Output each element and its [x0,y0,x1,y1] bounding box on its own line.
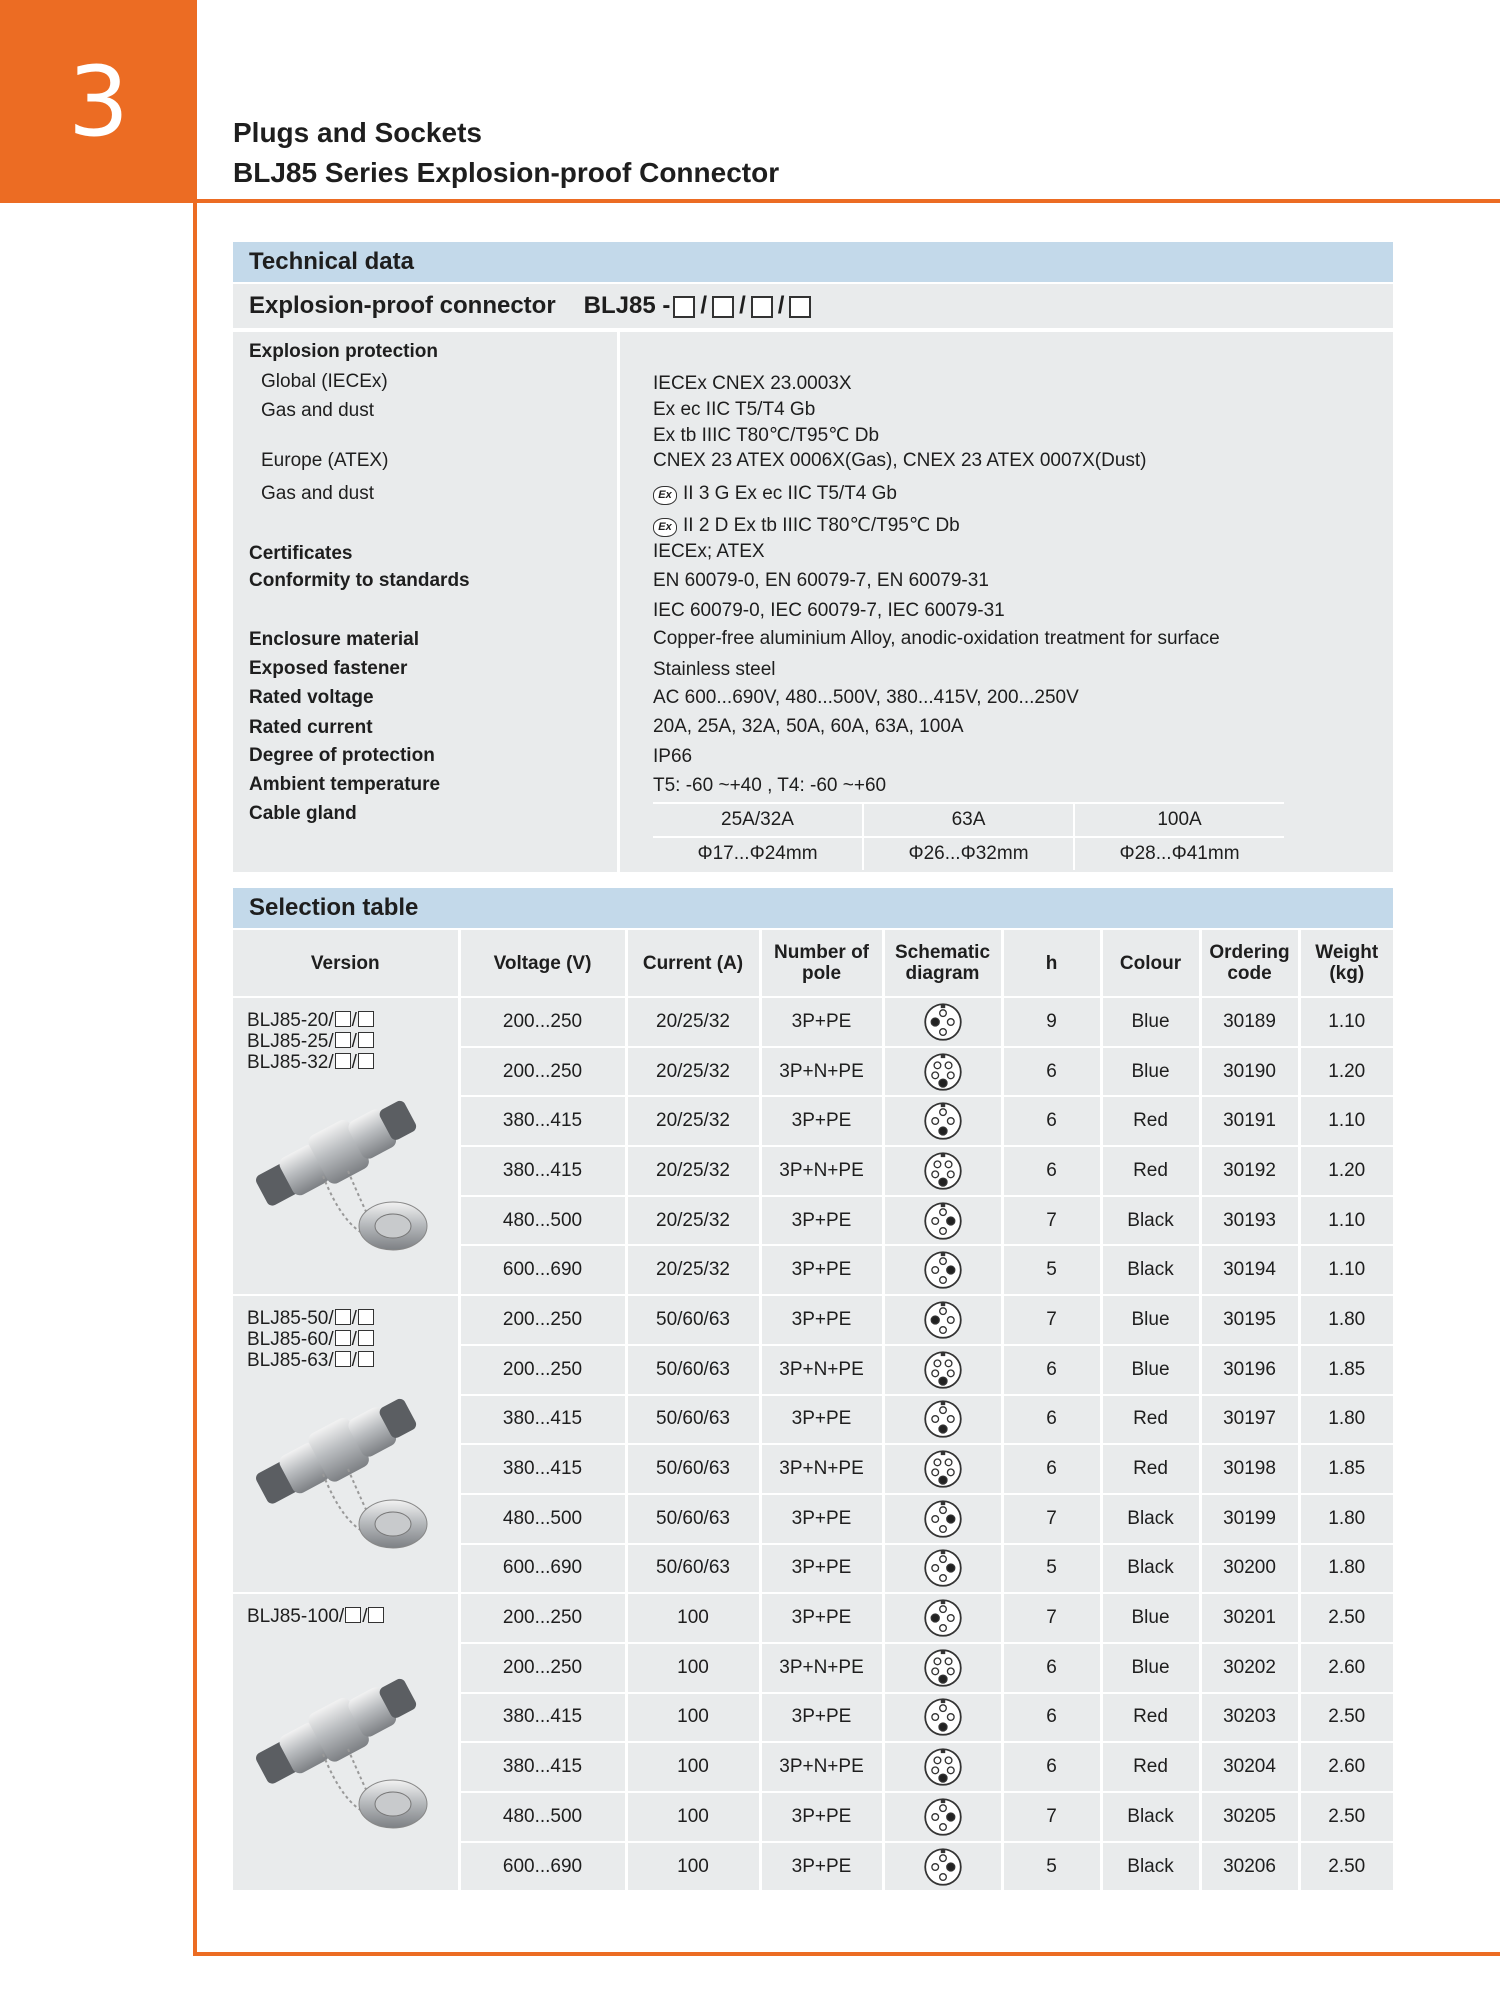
code-cell: 30196 [1200,1345,1299,1395]
fastener-label: Exposed fastener [249,658,408,679]
schematic-cell [883,1742,1002,1792]
pin-layout-icon [923,1747,963,1787]
code-cell: 30190 [1200,1047,1299,1097]
table-row [233,1295,1393,1345]
gland-header: 63A [863,803,1074,837]
header-rule [197,199,1500,203]
colour-cell: Blue [1101,1643,1200,1693]
column-divider [617,332,620,872]
code-box [712,296,734,318]
voltage-cell: 480...500 [459,1792,626,1842]
side-rule [193,203,197,1956]
code-cell: 30205 [1200,1792,1299,1842]
h-cell: 6 [1002,1742,1101,1792]
h-cell: 9 [1002,997,1101,1047]
version-name: BLJ85-20/ / [247,1010,458,1031]
weight-cell: 1.85 [1299,1345,1393,1395]
voltage-cell: 600...690 [459,1544,626,1594]
colour-cell: Red [1101,1395,1200,1445]
schematic-header: Schematic diagram [883,930,1002,997]
conformity-label: Conformity to standards [249,570,470,591]
current-cell: 100 [626,1792,760,1842]
version-cell [233,1593,459,1890]
pin-layout-icon [923,1797,963,1837]
poles-header: Number of pole [760,930,883,997]
current-cell: 20/25/32 [626,1146,760,1196]
product-label: Explosion-proof connector [249,292,556,319]
code-box [335,1011,351,1027]
colour-cell: Blue [1101,1295,1200,1345]
current-cell: 20/25/32 [626,1047,760,1097]
conformity-value-2: IEC 60079-0, IEC 60079-7, IEC 60079-31 [653,600,1005,621]
code-box [335,1053,351,1069]
current-cell: 50/60/63 [626,1444,760,1494]
voltage-cell: 380...415 [459,1693,626,1743]
weight-cell: 1.80 [1299,1544,1393,1594]
colour-cell: Blue [1101,1047,1200,1097]
poles-cell: 3P+PE [760,1494,883,1544]
h-cell: 5 [1002,1544,1101,1594]
schematic-cell [883,1245,1002,1295]
h-cell: 7 [1002,1593,1101,1643]
certificates-value: IECEx; ATEX [653,541,765,562]
code-box [358,1032,374,1048]
iecex-dust-marking: Ex tb IIIC T80℃/T95℃ Db [653,425,880,446]
voltage-cell: 480...500 [459,1196,626,1246]
cable-gland-label: Cable gland [249,803,357,824]
version-name: BLJ85-25/ / [247,1031,458,1052]
selection-table-heading: Selection table [233,888,1393,928]
atex-gas-marking: Ex II 3 G Ex ec IIC T5/T4 Gb [653,482,897,506]
code-cell: 30189 [1200,997,1299,1047]
pin-layout-icon [923,1449,963,1489]
poles-cell: 3P+N+PE [760,1444,883,1494]
connector-product-image [243,1076,443,1266]
pin-layout-icon [923,1052,963,1092]
weight-header: Weight (kg) [1299,930,1393,997]
current-cell: 50/60/63 [626,1295,760,1345]
colour-cell: Blue [1101,997,1200,1047]
schematic-cell [883,1792,1002,1842]
code-cell: 30204 [1200,1742,1299,1792]
weight-cell: 1.10 [1299,1096,1393,1146]
h-cell: 7 [1002,1295,1101,1345]
code-cell: 30206 [1200,1842,1299,1891]
poles-cell: 3P+PE [760,1792,883,1842]
rated-current-value: 20A, 25A, 32A, 50A, 60A, 63A, 100A [653,716,964,737]
h-cell: 7 [1002,1494,1101,1544]
current-cell: 50/60/63 [626,1345,760,1395]
poles-cell: 3P+PE [760,1096,883,1146]
poles-cell: 3P+N+PE [760,1047,883,1097]
colour-cell: Black [1101,1544,1200,1594]
code-box [368,1607,384,1623]
voltage-cell: 200...250 [459,1047,626,1097]
code-box [358,1011,374,1027]
poles-cell: 3P+PE [760,1196,883,1246]
h-cell: 6 [1002,1395,1101,1445]
code-cell: 30198 [1200,1444,1299,1494]
code-box [335,1032,351,1048]
weight-cell: 2.60 [1299,1643,1393,1693]
h-cell: 6 [1002,1146,1101,1196]
gland-header: 25A/32A [653,803,863,837]
code-cell: 30202 [1200,1643,1299,1693]
product-code-row [233,284,1393,328]
weight-cell: 1.85 [1299,1444,1393,1494]
schematic-cell [883,1593,1002,1643]
code-box [345,1607,361,1623]
schematic-cell [883,1047,1002,1097]
pin-layout-icon [923,1697,963,1737]
voltage-cell: 380...415 [459,1146,626,1196]
schematic-cell [883,1096,1002,1146]
page-heading [233,113,779,193]
voltage-cell: 200...250 [459,1643,626,1693]
model-code: BLJ85 - / / / [584,284,815,328]
code-box [335,1330,351,1346]
rated-current-label: Rated current [249,717,373,738]
code-cell: 30201 [1200,1593,1299,1643]
schematic-cell [883,1345,1002,1395]
voltage-cell: 380...415 [459,1444,626,1494]
poles-cell: 3P+PE [760,1395,883,1445]
h-cell: 6 [1002,1643,1101,1693]
fastener-value: Stainless steel [653,659,776,680]
weight-cell: 1.80 [1299,1395,1393,1445]
schematic-cell [883,1395,1002,1445]
colour-cell: Red [1101,1096,1200,1146]
pin-layout-icon [923,1598,963,1638]
atex-dust-marking: Ex II 2 D Ex tb IIIC T80℃/T95℃ Db [653,514,960,538]
h-cell: 6 [1002,1096,1101,1146]
weight-cell: 1.80 [1299,1494,1393,1544]
poles-cell: 3P+N+PE [760,1146,883,1196]
weight-cell: 1.10 [1299,997,1393,1047]
h-cell: 6 [1002,1047,1101,1097]
voltage-cell: 200...250 [459,1593,626,1643]
selection-section [233,888,1393,1890]
h-header: h [1002,930,1101,997]
schematic-cell [883,1842,1002,1891]
gland-value: Φ28...Φ41mm [1074,837,1284,870]
chapter-number: 3 [0,0,197,203]
voltage-cell: 480...500 [459,1494,626,1544]
schematic-cell [883,1494,1002,1544]
version-name: BLJ85-50/ / [247,1308,458,1329]
poles-cell: 3P+N+PE [760,1345,883,1395]
code-cell: 30192 [1200,1146,1299,1196]
schematic-cell [883,1444,1002,1494]
version-name: BLJ85-32/ / [247,1052,458,1073]
section-title: Plugs and Sockets [233,117,482,148]
voltage-header: Voltage (V) [459,930,626,997]
colour-cell: Red [1101,1444,1200,1494]
weight-cell: 2.50 [1299,1792,1393,1842]
code-box [673,296,695,318]
version-header: Version [233,930,459,997]
current-cell: 100 [626,1842,760,1891]
voltage-cell: 200...250 [459,1345,626,1395]
h-cell: 6 [1002,1693,1101,1743]
h-cell: 5 [1002,1245,1101,1295]
h-cell: 7 [1002,1196,1101,1246]
h-cell: 6 [1002,1345,1101,1395]
voltage-cell: 380...415 [459,1096,626,1146]
poles-cell: 3P+N+PE [760,1643,883,1693]
current-cell: 20/25/32 [626,1245,760,1295]
schematic-cell [883,1146,1002,1196]
schematic-cell [883,1196,1002,1246]
colour-cell: Red [1101,1146,1200,1196]
voltage-cell: 600...690 [459,1245,626,1295]
ex-symbol-icon: Ex [653,486,677,505]
version-cell [233,1295,459,1593]
pin-layout-icon [923,1847,963,1887]
ex-symbol-icon: Ex [653,518,677,537]
technical-data-section [233,242,1393,872]
weight-cell: 2.50 [1299,1693,1393,1743]
colour-cell: Black [1101,1245,1200,1295]
voltage-cell: 600...690 [459,1842,626,1891]
colour-cell: Black [1101,1842,1200,1891]
code-cell: 30199 [1200,1494,1299,1544]
gland-header: 100A [1074,803,1284,837]
voltage-cell: 200...250 [459,1295,626,1345]
current-cell: 50/60/63 [626,1395,760,1445]
footer-rule [193,1952,1500,1956]
code-box [358,1330,374,1346]
code-box [335,1351,351,1367]
code-box [358,1053,374,1069]
version-name: BLJ85-63/ / [247,1350,458,1371]
code-cell: 30197 [1200,1395,1299,1445]
pin-layout-icon [923,1350,963,1390]
europe-atex-label: Europe (ATEX) [261,450,389,471]
h-cell: 7 [1002,1792,1101,1842]
current-cell: 20/25/32 [626,997,760,1047]
code-box [751,296,773,318]
schematic-cell [883,1643,1002,1693]
technical-data-body [233,332,1393,872]
code-box [335,1309,351,1325]
colour-cell: Black [1101,1792,1200,1842]
connector-product-image [243,1374,443,1564]
poles-cell: 3P+PE [760,1295,883,1345]
cable-gland-table [653,802,1284,870]
ambient-temperature-label: Ambient temperature [249,774,441,795]
weight-cell: 2.60 [1299,1742,1393,1792]
pin-layout-icon [923,1399,963,1439]
table-header-row [233,930,1393,997]
iecex-gas-marking: Ex ec IIC T5/T4 Gb [653,399,816,420]
ordering-code-header: Ordering code [1200,930,1299,997]
poles-cell: 3P+PE [760,997,883,1047]
colour-cell: Black [1101,1196,1200,1246]
connector-product-image [243,1654,443,1844]
gland-value: Φ26...Φ32mm [863,837,1074,870]
code-cell: 30203 [1200,1693,1299,1743]
current-cell: 20/25/32 [626,1096,760,1146]
selection-table [233,930,1393,1890]
poles-cell: 3P+N+PE [760,1742,883,1792]
colour-cell: Red [1101,1693,1200,1743]
rated-voltage-value: AC 600...690V, 480...500V, 380...415V, 200...250V [653,687,1079,708]
atex-certificate: CNEX 23 ATEX 0006X(Gas), CNEX 23 ATEX 0007X(Dust) [653,450,1147,471]
current-cell: 50/60/63 [626,1544,760,1594]
version-cell [233,997,459,1295]
code-cell: 30195 [1200,1295,1299,1345]
technical-data-heading: Technical data [233,242,1393,282]
pin-layout-icon [923,1499,963,1539]
pin-layout-icon [923,1250,963,1290]
certificates-label: Certificates [249,543,353,564]
weight-cell: 1.10 [1299,1245,1393,1295]
pin-layout-icon [923,1648,963,1688]
colour-cell: Blue [1101,1593,1200,1643]
colour-cell: Black [1101,1494,1200,1544]
poles-cell: 3P+PE [760,1693,883,1743]
pin-layout-icon [923,1002,963,1042]
code-cell: 30194 [1200,1245,1299,1295]
ambient-temperature-value: T5: -60 ~+40 , T4: -60 ~+60 [653,775,887,796]
h-cell: 5 [1002,1842,1101,1891]
degree-protection-value: IP66 [653,746,693,767]
code-cell: 30191 [1200,1096,1299,1146]
gland-value: Φ17...Φ24mm [653,837,863,870]
schematic-cell [883,1295,1002,1345]
pin-layout-icon [923,1151,963,1191]
current-cell: 100 [626,1593,760,1643]
version-name: BLJ85-100/ / [247,1606,458,1627]
pin-layout-icon [923,1548,963,1588]
voltage-cell: 200...250 [459,997,626,1047]
poles-cell: 3P+PE [760,1842,883,1891]
weight-cell: 1.20 [1299,1047,1393,1097]
h-cell: 6 [1002,1444,1101,1494]
atex-gas-dust-label: Gas and dust [261,483,375,504]
current-cell: 100 [626,1643,760,1693]
code-box [358,1309,374,1325]
poles-cell: 3P+PE [760,1245,883,1295]
current-cell: 50/60/63 [626,1494,760,1544]
weight-cell: 1.10 [1299,1196,1393,1246]
poles-cell: 3P+PE [760,1544,883,1594]
colour-cell: Red [1101,1742,1200,1792]
table-row [233,1593,1393,1643]
degree-protection-label: Degree of protection [249,745,435,766]
weight-cell: 1.20 [1299,1146,1393,1196]
poles-cell: 3P+PE [760,1593,883,1643]
gas-dust-label: Gas and dust [261,400,375,421]
version-name: BLJ85-60/ / [247,1329,458,1350]
weight-cell: 2.50 [1299,1842,1393,1891]
code-cell: 30193 [1200,1196,1299,1246]
iecex-certificate: IECEx CNEX 23.0003X [653,373,852,394]
schematic-cell [883,997,1002,1047]
current-header: Current (A) [626,930,760,997]
code-box [789,296,811,318]
colour-header: Colour [1101,930,1200,997]
colour-cell: Blue [1101,1345,1200,1395]
schematic-cell [883,1693,1002,1743]
code-cell: 30200 [1200,1544,1299,1594]
global-iecex-label: Global (IECEx) [261,371,388,392]
enclosure-value: Copper-free aluminium Alloy, anodic-oxidation treatment for surface [653,628,1220,649]
current-cell: 100 [626,1693,760,1743]
series-title: BLJ85 Series Explosion-proof Connector [233,157,780,188]
weight-cell: 2.50 [1299,1593,1393,1643]
code-box [358,1351,374,1367]
voltage-cell: 380...415 [459,1395,626,1445]
explosion-protection-label: Explosion protection [249,341,438,362]
table-row [233,997,1393,1047]
pin-layout-icon [923,1300,963,1340]
schematic-cell [883,1544,1002,1594]
enclosure-label: Enclosure material [249,629,420,650]
current-cell: 20/25/32 [626,1196,760,1246]
pin-layout-icon [923,1101,963,1141]
voltage-cell: 380...415 [459,1742,626,1792]
conformity-value-1: EN 60079-0, EN 60079-7, EN 60079-31 [653,570,989,591]
weight-cell: 1.80 [1299,1295,1393,1345]
current-cell: 100 [626,1742,760,1792]
pin-layout-icon [923,1201,963,1241]
rated-voltage-label: Rated voltage [249,687,374,708]
